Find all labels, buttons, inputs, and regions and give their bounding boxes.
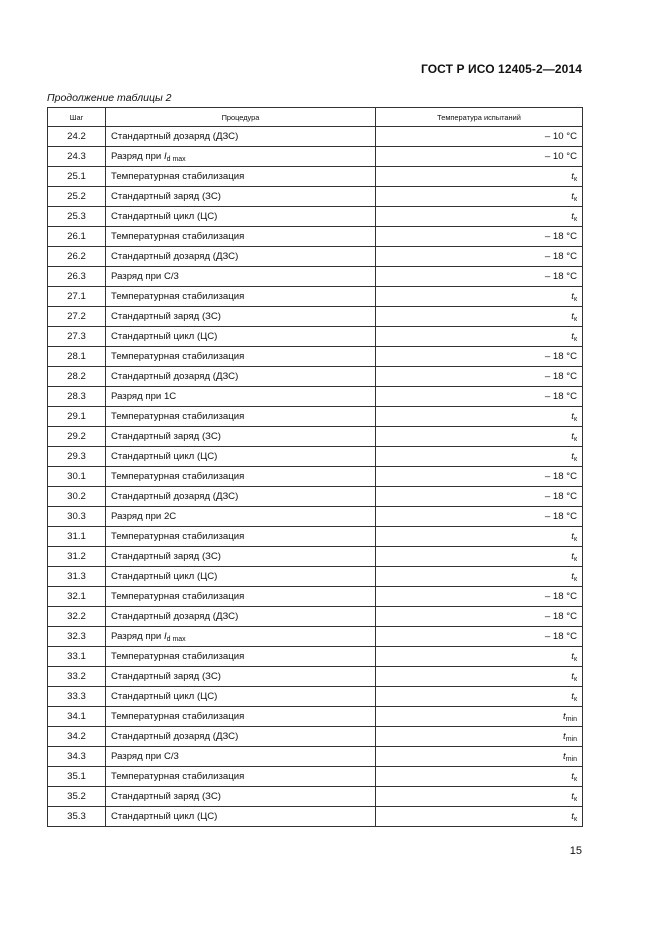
step-cell: 25.1 — [48, 167, 106, 187]
page-number: 15 — [569, 845, 582, 857]
procedure-cell — [106, 687, 376, 707]
procedure-cell — [106, 527, 376, 547]
step-cell: 35.1 — [48, 767, 106, 787]
temperature-value: – 18 °C — [544, 491, 577, 502]
column-header-temperature: Температура испытаний — [376, 108, 583, 127]
temperature-value: – 18 °C — [544, 371, 577, 382]
table-row — [48, 727, 583, 747]
procedure-text: Температурная стабилизация — [111, 531, 245, 542]
temperature-cell — [376, 547, 583, 567]
procedure-text: Температурная стабилизация — [111, 351, 245, 362]
procedure-text: Стандартный дозаряд (ДЗС) — [111, 371, 239, 382]
procedure-cell — [106, 447, 376, 467]
temperature-variable: t — [571, 310, 574, 322]
table-row — [48, 367, 583, 387]
temperature-subscript: к — [573, 295, 577, 303]
table-row — [48, 287, 583, 307]
temperature-value: – 18 °C — [544, 511, 577, 522]
temperature-cell — [376, 727, 583, 747]
temperature-subscript: к — [573, 435, 577, 443]
temperature-subscript: к — [573, 535, 577, 543]
temperature-variable: t — [571, 290, 574, 302]
procedure-text: Стандартный заряд (ЗС) — [111, 311, 221, 322]
procedure-cell — [106, 807, 376, 827]
temperature-cell — [376, 767, 583, 787]
table-row — [48, 167, 583, 187]
column-header-procedure: Процедура — [106, 108, 376, 127]
procedure-text: Температурная стабилизация — [111, 651, 245, 662]
temperature-cell — [376, 267, 583, 287]
temperature-cell — [376, 147, 583, 167]
table-row — [48, 327, 583, 347]
procedure-variable: I — [163, 630, 167, 642]
table-row — [48, 127, 583, 147]
table-row — [48, 607, 583, 627]
temperature-subscript: к — [573, 815, 577, 823]
step-cell: 35.3 — [48, 807, 106, 827]
temperature-subscript: к — [573, 655, 577, 663]
procedure-text: Разряд при С/3 — [111, 751, 179, 762]
temperature-variable: t — [571, 330, 574, 342]
temperature-cell — [376, 707, 583, 727]
temperature-cell — [376, 647, 583, 667]
table-row — [48, 587, 583, 607]
temperature-subscript: к — [573, 675, 577, 683]
procedure-cell — [106, 647, 376, 667]
table-row — [48, 467, 583, 487]
temperature-cell — [376, 687, 583, 707]
table-row — [48, 427, 583, 447]
table-row — [48, 747, 583, 767]
procedure-text: Стандартный цикл (ЦС) — [111, 691, 218, 702]
procedure-cell — [106, 747, 376, 767]
step-cell: 25.3 — [48, 207, 106, 227]
temperature-cell — [376, 587, 583, 607]
table-row — [48, 507, 583, 527]
step-cell: 30.3 — [48, 507, 106, 527]
temperature-variable: t — [571, 210, 574, 222]
table-header-row — [48, 108, 583, 127]
temperature-variable: t — [571, 810, 574, 822]
procedure-cell — [106, 667, 376, 687]
step-cell: 28.1 — [48, 347, 106, 367]
temperature-cell — [376, 207, 583, 227]
table-row — [48, 527, 583, 547]
temperature-cell — [376, 807, 583, 827]
procedure-text: Стандартный дозаряд (ДЗС) — [111, 611, 239, 622]
temperature-variable: t — [571, 790, 574, 802]
procedure-text: Стандартный дозаряд (ДЗС) — [111, 251, 239, 262]
procedure-cell — [106, 467, 376, 487]
procedure-text: Температурная стабилизация — [111, 711, 245, 722]
temperature-value: – 18 °C — [544, 391, 577, 402]
step-cell: 35.2 — [48, 787, 106, 807]
table-row — [48, 487, 583, 507]
temperature-value: – 18 °C — [544, 231, 577, 242]
table-row — [48, 347, 583, 367]
procedure-cell — [106, 267, 376, 287]
temperature-subscript: к — [573, 795, 577, 803]
temperature-value: – 18 °C — [544, 251, 577, 262]
table-caption: Продолжение таблицы 2 — [47, 92, 172, 104]
procedure-cell — [106, 787, 376, 807]
procedure-text: Температурная стабилизация — [111, 231, 245, 242]
procedure-subscript: d max — [166, 155, 186, 163]
temperature-subscript: к — [573, 695, 577, 703]
procedure-text: Температурная стабилизация — [111, 591, 245, 602]
procedure-cell — [106, 207, 376, 227]
temperature-value: – 18 °C — [544, 351, 577, 362]
temperature-cell — [376, 447, 583, 467]
temperature-subscript: к — [573, 335, 577, 343]
step-cell: 34.1 — [48, 707, 106, 727]
procedure-cell — [106, 327, 376, 347]
procedure-text: Стандартный дозаряд (ДЗС) — [111, 491, 239, 502]
table-row — [48, 567, 583, 587]
step-cell: 29.2 — [48, 427, 106, 447]
temperature-variable: t — [571, 430, 574, 442]
temperature-cell — [376, 247, 583, 267]
temperature-cell — [376, 187, 583, 207]
procedure-subscript: d max — [166, 635, 186, 643]
temperature-cell — [376, 667, 583, 687]
temperature-value: – 18 °C — [544, 471, 577, 482]
temperature-cell — [376, 287, 583, 307]
table-body — [48, 127, 583, 827]
temperature-variable: t — [563, 710, 566, 722]
temperature-cell — [376, 387, 583, 407]
procedure-text: Температурная стабилизация — [111, 771, 245, 782]
step-cell: 28.2 — [48, 367, 106, 387]
temperature-cell — [376, 567, 583, 587]
temperature-cell — [376, 787, 583, 807]
temperature-subscript: к — [573, 175, 577, 183]
procedure-cell — [106, 487, 376, 507]
temperature-subscript: min — [565, 735, 577, 743]
procedure-text: Разряд при С/3 — [111, 271, 179, 282]
step-cell: 26.2 — [48, 247, 106, 267]
table-row — [48, 547, 583, 567]
step-cell: 24.3 — [48, 147, 106, 167]
temperature-cell — [376, 227, 583, 247]
temperature-variable: t — [571, 550, 574, 562]
procedure-text: Разряд при — [111, 150, 164, 162]
procedure-cell — [106, 727, 376, 747]
document-id: ГОСТ Р ИСО 12405-2—2014 — [420, 62, 582, 76]
table-row — [48, 767, 583, 787]
temperature-cell — [376, 507, 583, 527]
table-row — [48, 307, 583, 327]
temperature-cell — [376, 607, 583, 627]
procedure-cell — [106, 147, 376, 167]
column-header-step: Шаг — [48, 108, 106, 127]
step-cell: 27.2 — [48, 307, 106, 327]
procedure-text: Стандартный дозаряд (ДЗС) — [111, 731, 239, 742]
procedure-cell — [106, 587, 376, 607]
temperature-variable: t — [571, 690, 574, 702]
step-cell: 30.2 — [48, 487, 106, 507]
procedure-cell — [106, 347, 376, 367]
temperature-cell — [376, 367, 583, 387]
temperature-subscript: к — [573, 215, 577, 223]
temperature-subscript: min — [565, 715, 577, 723]
temperature-variable: t — [571, 190, 574, 202]
temperature-subscript: к — [573, 775, 577, 783]
procedure-cell — [106, 427, 376, 447]
step-cell: 30.1 — [48, 467, 106, 487]
step-cell: 33.3 — [48, 687, 106, 707]
procedure-text: Стандартный цикл (ЦС) — [111, 211, 218, 222]
table-row — [48, 187, 583, 207]
table-row — [48, 247, 583, 267]
procedure-cell — [106, 307, 376, 327]
step-cell: 31.1 — [48, 527, 106, 547]
table-row — [48, 207, 583, 227]
step-cell: 34.3 — [48, 747, 106, 767]
step-cell: 28.3 — [48, 387, 106, 407]
temperature-cell — [376, 167, 583, 187]
temperature-cell — [376, 127, 583, 147]
procedure-text: Стандартный цикл (ЦС) — [111, 811, 218, 822]
procedure-cell — [106, 187, 376, 207]
test-steps-table — [47, 107, 583, 827]
temperature-variable: t — [571, 570, 574, 582]
temperature-variable: t — [571, 450, 574, 462]
table-row — [48, 387, 583, 407]
procedure-cell — [106, 567, 376, 587]
table-row — [48, 667, 583, 687]
temperature-value: – 10 °C — [544, 131, 577, 142]
procedure-cell — [106, 547, 376, 567]
table-row — [48, 647, 583, 667]
temperature-variable: t — [571, 650, 574, 662]
temperature-subscript: к — [573, 195, 577, 203]
procedure-cell — [106, 607, 376, 627]
temperature-variable: t — [563, 730, 566, 742]
temperature-cell — [376, 327, 583, 347]
procedure-variable: I — [163, 150, 167, 162]
temperature-value: – 18 °C — [544, 591, 577, 602]
temperature-subscript: min — [565, 755, 577, 763]
procedure-text: Разряд при 1С — [111, 391, 177, 402]
temperature-cell — [376, 747, 583, 767]
procedure-cell — [106, 387, 376, 407]
table-row — [48, 807, 583, 827]
temperature-subscript: к — [573, 315, 577, 323]
procedure-text: Стандартный заряд (ЗС) — [111, 791, 221, 802]
temperature-value: – 18 °C — [544, 631, 577, 642]
procedure-text: Стандартный заряд (ЗС) — [111, 431, 221, 442]
temperature-cell — [376, 407, 583, 427]
procedure-text: Стандартный цикл (ЦС) — [111, 451, 218, 462]
temperature-variable: t — [571, 670, 574, 682]
step-cell: 31.3 — [48, 567, 106, 587]
step-cell: 32.2 — [48, 607, 106, 627]
procedure-cell — [106, 227, 376, 247]
procedure-text: Стандартный заряд (ЗС) — [111, 191, 221, 202]
temperature-cell — [376, 427, 583, 447]
temperature-value: – 18 °C — [544, 611, 577, 622]
procedure-text: Стандартный цикл (ЦС) — [111, 331, 218, 342]
table-row — [48, 407, 583, 427]
procedure-text: Температурная стабилизация — [111, 291, 245, 302]
step-cell: 33.1 — [48, 647, 106, 667]
temperature-cell — [376, 527, 583, 547]
procedure-text: Стандартный цикл (ЦС) — [111, 571, 218, 582]
temperature-cell — [376, 487, 583, 507]
temperature-variable: t — [571, 770, 574, 782]
procedure-text: Разряд при — [111, 630, 164, 642]
procedure-cell — [106, 407, 376, 427]
procedure-cell — [106, 707, 376, 727]
step-cell: 29.1 — [48, 407, 106, 427]
temperature-cell — [376, 627, 583, 647]
step-cell: 34.2 — [48, 727, 106, 747]
procedure-text: Стандартный дозаряд (ДЗС) — [111, 131, 239, 142]
temperature-value: – 18 °C — [544, 271, 577, 282]
procedure-cell — [106, 507, 376, 527]
table-row — [48, 707, 583, 727]
table-row — [48, 627, 583, 647]
procedure-cell — [106, 627, 376, 647]
procedure-text: Температурная стабилизация — [111, 471, 245, 482]
temperature-variable: t — [571, 530, 574, 542]
step-cell: 27.1 — [48, 287, 106, 307]
procedure-cell — [106, 247, 376, 267]
temperature-variable: t — [563, 750, 566, 762]
procedure-text: Температурная стабилизация — [111, 411, 245, 422]
step-cell: 27.3 — [48, 327, 106, 347]
table-row — [48, 227, 583, 247]
step-cell: 26.3 — [48, 267, 106, 287]
table-row — [48, 267, 583, 287]
temperature-subscript: к — [573, 555, 577, 563]
temperature-subscript: к — [573, 415, 577, 423]
temperature-cell — [376, 307, 583, 327]
table-row — [48, 787, 583, 807]
temperature-subscript: к — [573, 575, 577, 583]
procedure-cell — [106, 767, 376, 787]
procedure-text: Стандартный заряд (ЗС) — [111, 671, 221, 682]
table-row — [48, 447, 583, 467]
procedure-cell — [106, 167, 376, 187]
temperature-cell — [376, 467, 583, 487]
procedure-cell — [106, 127, 376, 147]
step-cell: 26.1 — [48, 227, 106, 247]
step-cell: 24.2 — [48, 127, 106, 147]
procedure-text: Разряд при 2С — [111, 511, 177, 522]
table-row — [48, 687, 583, 707]
procedure-text: Стандартный заряд (ЗС) — [111, 551, 221, 562]
procedure-text: Температурная стабилизация — [111, 171, 245, 182]
temperature-cell — [376, 347, 583, 367]
table-row — [48, 147, 583, 167]
step-cell: 32.1 — [48, 587, 106, 607]
temperature-variable: t — [571, 410, 574, 422]
temperature-subscript: к — [573, 455, 577, 463]
procedure-cell — [106, 287, 376, 307]
temperature-value: – 10 °C — [544, 151, 577, 162]
procedure-cell — [106, 367, 376, 387]
temperature-variable: t — [571, 170, 574, 182]
step-cell: 33.2 — [48, 667, 106, 687]
step-cell: 32.3 — [48, 627, 106, 647]
step-cell: 29.3 — [48, 447, 106, 467]
step-cell: 25.2 — [48, 187, 106, 207]
step-cell: 31.2 — [48, 547, 106, 567]
